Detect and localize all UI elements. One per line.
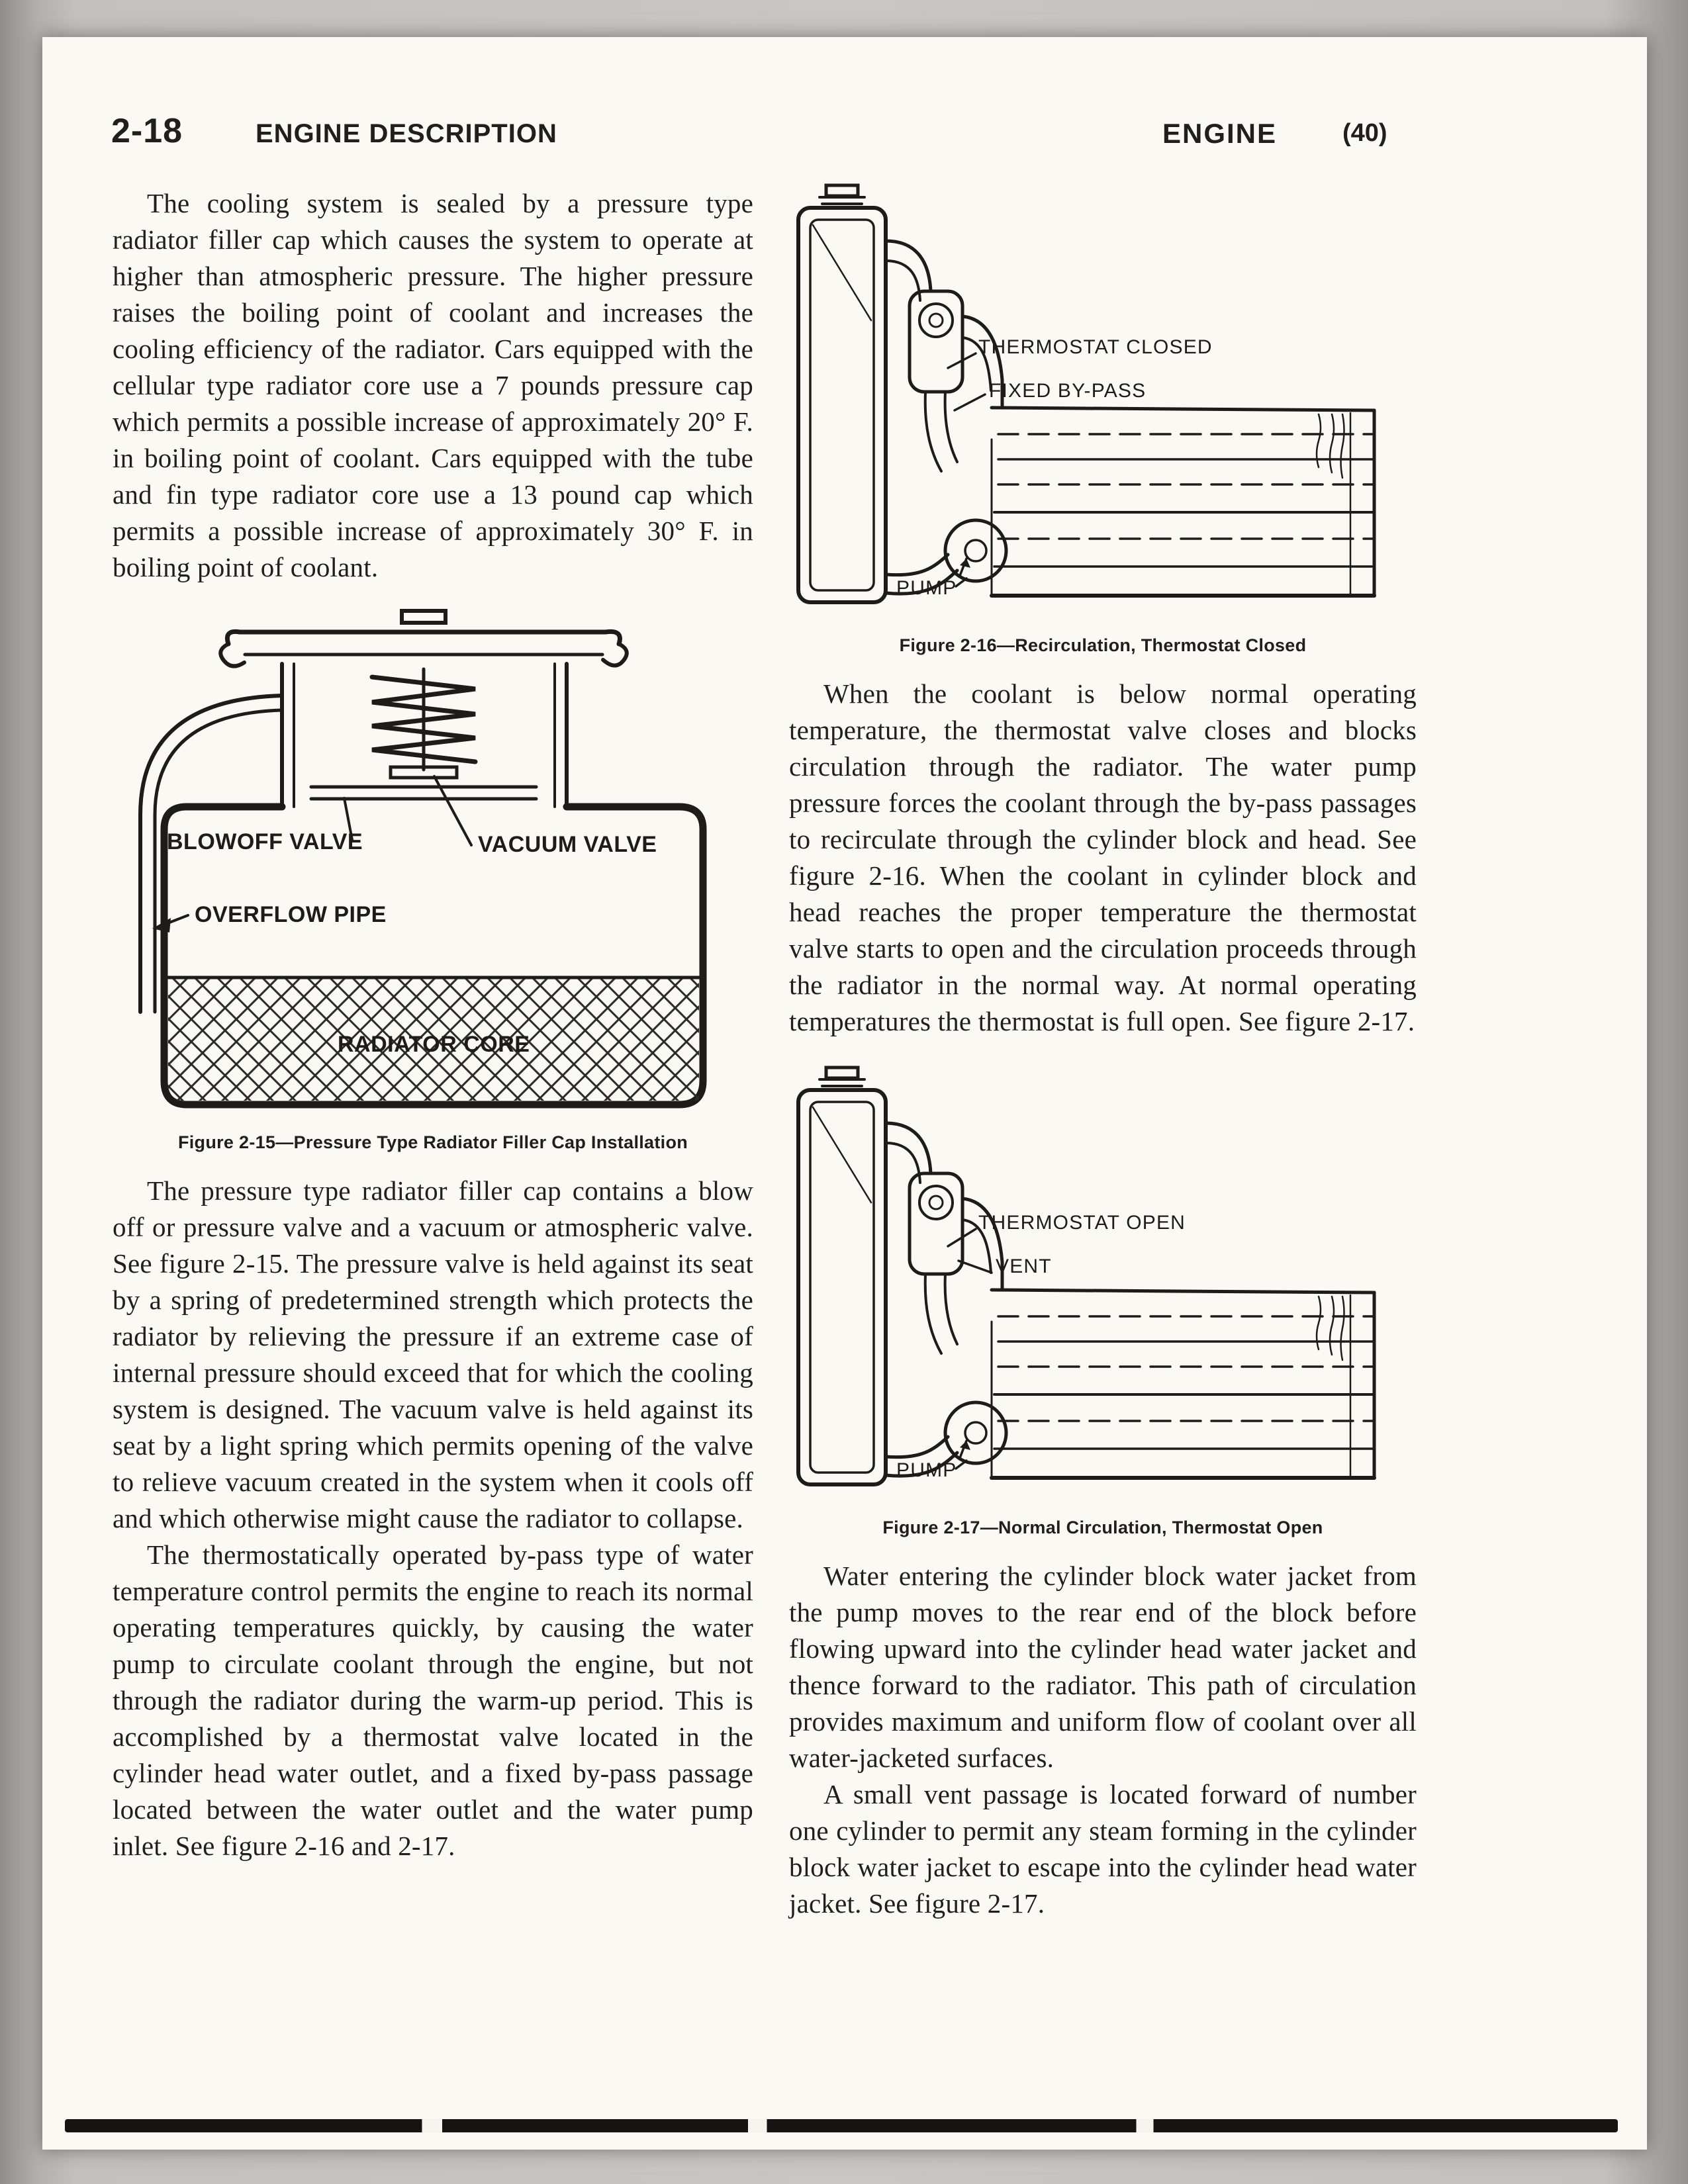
label-pump-closed: PUMP — [896, 577, 957, 599]
cooling-diagram-thermostat-open — [789, 1062, 1417, 1499]
label-vent: VENT — [996, 1255, 1052, 1277]
label-radiator-core: RADIATOR CORE — [338, 1032, 530, 1057]
cooling-diagram-thermostat-closed — [789, 180, 1417, 617]
figure-2-17 — [789, 1062, 1417, 1538]
page-edge-bar — [65, 2119, 1618, 2132]
left-column — [113, 185, 753, 1864]
label-overflow-pipe: OVERFLOW PIPE — [195, 902, 387, 927]
label-fixed-bypass: FIXED BY-PASS — [989, 380, 1147, 402]
paragraph-circulation: Water entering the cylinder block water jacket from the pump moves to the rear end of the block before flowing upward into the cylinder head water jacket and thence forward to the radiator. This path of circulation provides maximum and uniform flow of coolant over all water-jacketed surfaces. — [789, 1561, 1417, 1773]
paragraph-thermostat-closed: When the coolant is below normal operating temperature, the thermostat valve closes and blocks circulation through the radiator. The water pump pressure forces the coolant through the by-pass passages to recirculate through the cylinder block and head. See figure 2-16. When the coolant in cylinder block and head reaches the proper temperature the thermostat valve starts to open and the circulation proceeds through the radiator in the normal way. At normal operating temperatures the thermostat is full open. See figure 2-17. — [789, 678, 1417, 1036]
chapter-title: ENGINE — [1162, 118, 1278, 149]
label-blowoff-valve: BLOWOFF VALVE — [167, 829, 363, 854]
page-number: 2-18 — [111, 112, 183, 150]
paragraph-bypass-control: The thermostatically operated by-pass type of water temperature control permits the engine to reach its normal operating temperatures quickly, by causing the water pump to circulate coolant through the engine, but not through the radiator during the warm-up period. This is accomplished by a thermostat valve located in the cylinder head water outlet, and a fixed by-pass passage located between the water outlet and the water pump inlet. See figure 2-16 and 2-17. — [113, 1539, 753, 1861]
label-vacuum-valve: VACUUM VALVE — [478, 832, 657, 857]
folio-number: (40) — [1342, 119, 1387, 147]
figure-2-17-caption: Figure 2-17—Normal Circulation, Thermostat Open — [882, 1518, 1323, 1537]
engine-cooling-drawing-open-icon — [789, 1062, 1417, 1499]
label-thermostat-closed: THERMOSTAT CLOSED — [978, 336, 1213, 358]
figure-2-16-caption: Figure 2-16—Recirculation, Thermostat Closed — [899, 635, 1307, 655]
figure-2-15-caption: Figure 2-15—Pressure Type Radiator Filler Cap Installation — [177, 1132, 688, 1152]
figure-2-16 — [789, 180, 1417, 656]
radiator-filler-cap-diagram — [113, 603, 753, 1114]
figure-2-15 — [113, 603, 753, 1153]
right-column — [789, 180, 1417, 1922]
paragraph-filler-cap: The pressure type radiator filler cap contains a blow off or pressure valve and a vacuum or atmospheric valve. See figure 2-15. The pressure valve is held against its seat by a spring of predetermined strength which protects the radiator by relieving the pressure if an extreme case of internal pressure should exceed that for which the cooling system is designed. The vacuum valve is held against its seat by a light spring which permits opening of the valve to relieve vacuum created in the system when it cools off and which otherwise might cause the radiator to collapse. — [113, 1175, 753, 1533]
paragraph-vent: A small vent passage is located forward of number one cylinder to permit any steam forming in the cylinder block water jacket to escape into the cylinder head water jacket. See figure 2-17. — [789, 1779, 1417, 1919]
section-title: ENGINE DESCRIPTION — [256, 119, 557, 148]
label-thermostat-open: THERMOSTAT OPEN — [978, 1212, 1186, 1234]
label-pump-open: PUMP — [896, 1459, 957, 1481]
page — [42, 37, 1647, 2150]
paragraph-cooling-system: The cooling system is sealed by a pressure type radiator filler cap which causes the system to operate at higher than atmospheric pressure. The higher pressure raises the boiling point of coolant and increases the cooling efficiency of the radiator. Cars equipped with the cellular type radiator core use a 7 pounds pressure cap which permits a possible increase of approximately 20° F. in boiling point of coolant. Cars equipped with the tube and fin type radiator core use a 13 pound cap which permits a possible increase of approximately 30° F. in boiling point of coolant. — [113, 188, 753, 582]
